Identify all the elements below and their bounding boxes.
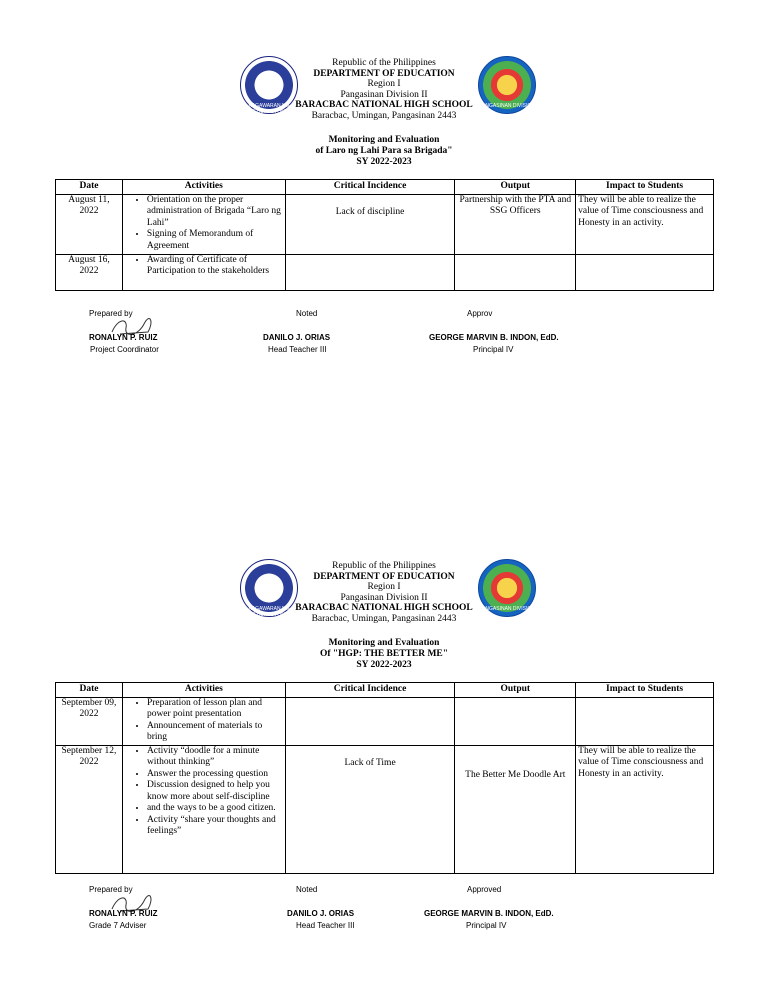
table-row [56,697,714,745]
col-header-date: Date [56,683,123,698]
list-item: • Orientation on the proper administration of Brigada “Laro ng Lahi” [147,195,283,230]
list-item: • Signing of Memorandum of Agreement [147,229,283,252]
title-line-3: SY 2022-2023 [356,660,412,670]
header-region: Region I [367,79,401,90]
cell-output: Partnership with the PTA and SSG Officers [455,194,576,254]
list-item: • Announcement of materials to bring [147,721,283,744]
table-row [56,745,714,873]
col-header-output: Output [455,683,576,698]
list-item: • Awarding of Certificate of Participation to the stakeholders [147,255,283,278]
col-header-date: Date [56,180,123,195]
prepared-name: RONALYN P. RUIZ [89,909,158,918]
list-item: • Activity “share your thoughts and feelings” [147,815,283,838]
col-header-impact: Impact to Students [576,180,714,195]
col-header-impact: Impact to Students [576,683,714,698]
table-row [56,254,714,290]
deped-seal-text: KAGAWARAN NG EDUKASYON [248,103,290,115]
cell-date: September 12, 2022 [56,745,123,873]
cell-impact: They will be able to realize the value of Time consciousness and Honesty in an activity. [576,194,714,254]
header-deped: DEPARTMENT OF EDUCATION [313,571,455,582]
noted-role: Head Teacher III [296,921,355,930]
list-item: • and the ways to be a good citizen. [147,803,283,815]
pangasinan-seal-text: PANGASINAN DIVISION [479,103,535,109]
cell-impact [576,697,714,745]
cell-output [455,697,576,745]
approved-role: Principal IV [473,345,514,354]
col-header-activities: Activities [122,683,285,698]
approved-role: Principal IV [466,921,507,930]
noted-name: DANILO J. ORIAS [287,909,355,918]
school-header [200,58,568,122]
table-header-row [56,683,714,698]
noted-name: DANILO J. ORIAS [263,333,331,342]
header-republic: Republic of the Philippines [332,58,436,68]
title-line-1: Monitoring and Evaluation [328,638,440,648]
title-line-1: Monitoring and Evaluation [328,135,440,145]
prepared-by-label: Prepared by [89,885,133,894]
title-line-2: Of "HGP: THE BETTER ME" [319,649,449,659]
prepared-role: Grade 7 Adviser [89,921,147,930]
monitoring-table [55,179,714,291]
list-item: • Answer the processing question [147,769,283,781]
cell-incidence [285,697,455,745]
header-division: Pangasinan Division II [340,89,428,100]
col-header-output: Output [455,180,576,195]
cell-activities [122,194,285,254]
noted-role: Head Teacher III [268,345,327,354]
cell-date: August 16, 2022 [56,254,123,290]
list-item: • Preparation of lesson plan and power point presentation [147,698,283,721]
col-header-incidence: Critical Incidence [285,180,455,195]
header-address: Baracbac, Umingan, Pangasinan 2443 [311,613,457,624]
cell-incidence: Lack of discipline [285,194,455,254]
col-header-incidence: Critical Incidence [285,683,455,698]
school-header [200,561,568,625]
cell-date: September 09, 2022 [56,697,123,745]
approved-label: Approved [467,885,502,894]
cell-impact [576,254,714,290]
list-item: • Discussion designed to help you know more about self-discipline [147,780,283,803]
cell-activities [122,254,285,290]
approved-name: GEORGE MARVIN B. INDON, EdD. [429,333,559,342]
cell-impact: They will be able to realize the value of Time consciousness and Honesty in an activity. [576,745,714,873]
pangasinan-seal-text: PANGASINAN DIVISION [479,606,535,612]
header-region: Region I [367,582,401,593]
report-title [200,638,568,671]
prepared-by-label: Prepared by [89,309,133,318]
header-address: Baracbac, Umingan, Pangasinan 2443 [311,110,457,121]
cell-incidence [285,254,455,290]
cell-output: The Better Me Doodle Art [455,745,576,873]
header-school: BARACBAC NATIONAL HIGH SCHOOL [295,100,473,111]
approved-name: GEORGE MARVIN B. INDON, EdD. [424,909,554,918]
list-item: • Activity “doodle for a minute without thinking” [147,746,283,769]
header-school: BARACBAC NATIONAL HIGH SCHOOL [295,603,473,614]
noted-label: Noted [296,885,318,894]
cell-activities [122,745,285,873]
prepared-name: RONALYN P. RUIZ [89,333,158,342]
prepared-role: Project Coordinator [90,345,159,354]
approved-label: Approv [467,309,493,318]
table-row [56,194,714,254]
cell-output [455,254,576,290]
title-line-2: of Laro ng Lahi Para sa Brigada" [315,146,453,156]
cell-date: August 11, 2022 [56,194,123,254]
header-republic: Republic of the Philippines [332,561,436,571]
monitoring-table [55,682,714,874]
report-title [200,135,568,168]
title-line-3: SY 2022-2023 [356,157,412,167]
col-header-activities: Activities [122,180,285,195]
cell-activities [122,697,285,745]
deped-seal-text: KAGAWARAN NG EDUKASYON [248,606,290,618]
header-division: Pangasinan Division II [340,592,428,603]
noted-label: Noted [296,309,318,318]
header-deped: DEPARTMENT OF EDUCATION [313,68,455,79]
cell-incidence: Lack of Time [285,745,455,873]
table-header-row [56,180,714,195]
